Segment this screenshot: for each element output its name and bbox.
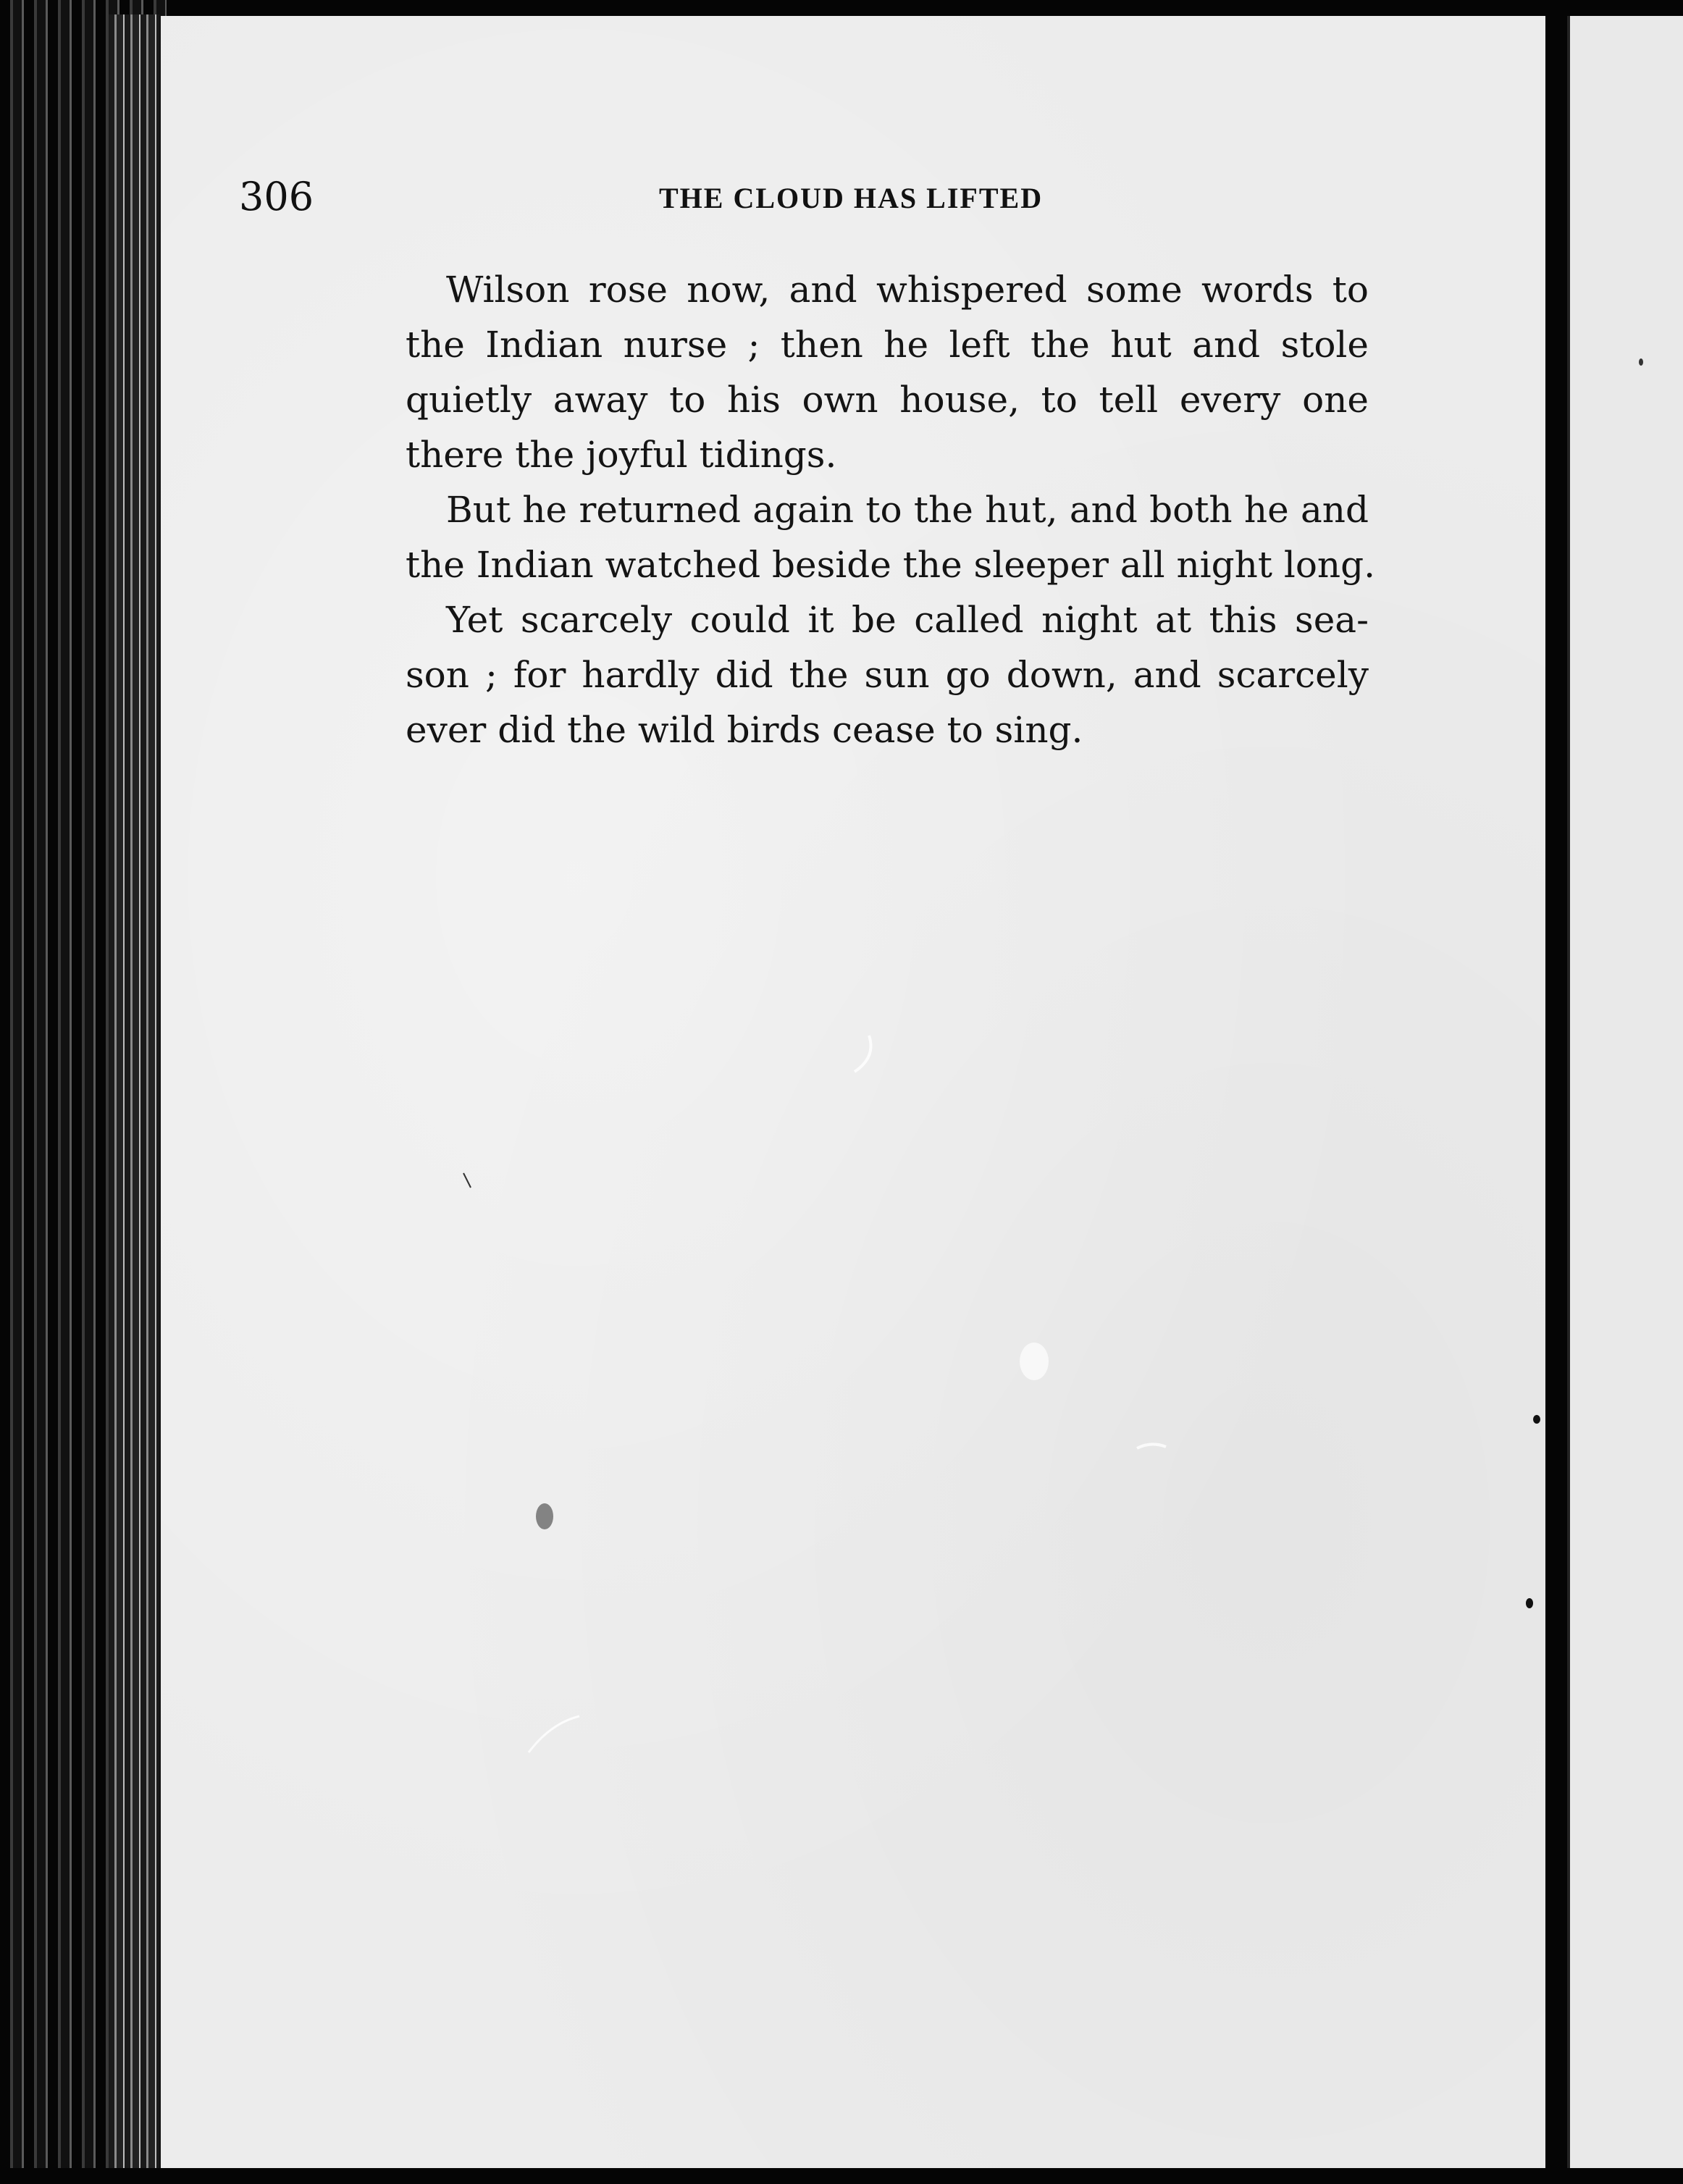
- paragraph: [406, 592, 1369, 757]
- text-line: But he returned again to the hut, and both he and: [446, 489, 1369, 531]
- scan-top-border: [0, 0, 1683, 16]
- paragraph: [406, 482, 1376, 592]
- text-line: Yet scarcely could it be called night at this sea-: [446, 599, 1369, 641]
- book-page-edges: [0, 0, 167, 2184]
- body-text: [406, 262, 1376, 757]
- running-head: [239, 174, 1369, 232]
- text-line: the Indian watched beside the sleeper all night long.: [406, 544, 1376, 586]
- text-line: quietly away to his own house, to tell every one: [406, 379, 1369, 421]
- running-head-title: THE CLOUD HAS LIFTED: [659, 182, 1044, 214]
- text-line: Wilson rose now, and whispered some words to: [446, 269, 1369, 311]
- text-line: son ; for hardly did the sun go down, and scarcely: [406, 654, 1369, 696]
- page-edge-stack: [109, 14, 159, 2180]
- text-line: the Indian nurse ; then he left the hut and stole: [406, 324, 1369, 366]
- text-line: ever did the wild birds cease to sing.: [406, 709, 1083, 751]
- facing-page-edge: [1567, 16, 1683, 2168]
- page-number: 306: [239, 174, 314, 219]
- paragraph: [406, 262, 1369, 482]
- scan-bottom-border: [0, 2168, 1683, 2184]
- text-line: there the joyful tidings.: [406, 434, 837, 476]
- book-gutter: [1545, 0, 1567, 2184]
